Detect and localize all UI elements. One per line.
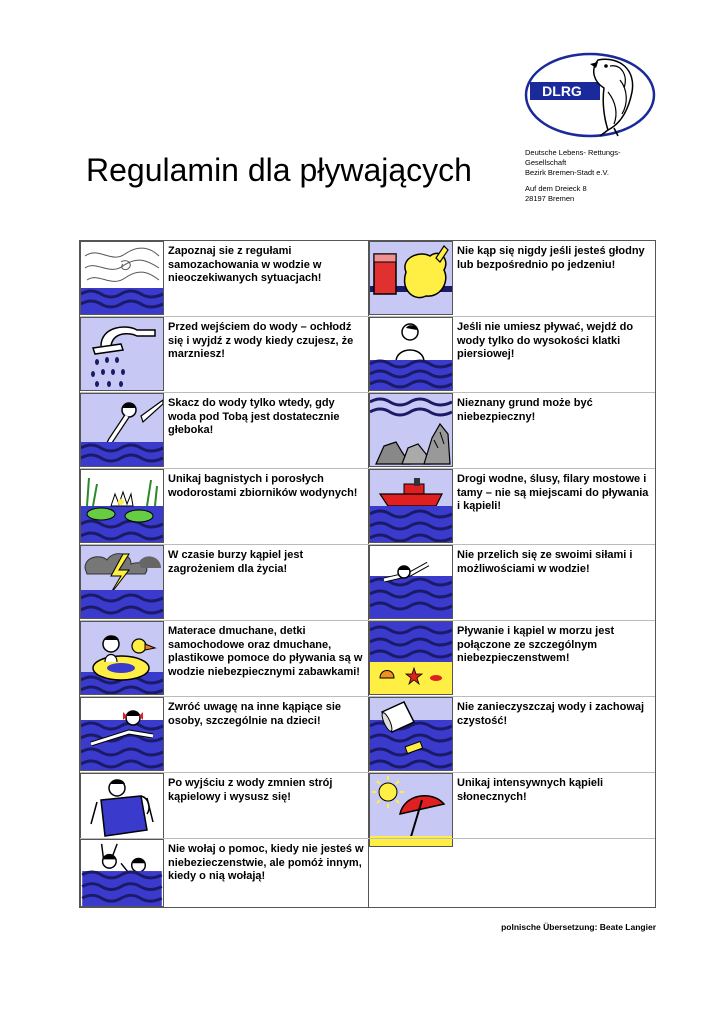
rule-text: Po wyjściu z wody zmnien strój kąpielowy i wysusz się! bbox=[168, 777, 333, 803]
rule-card bbox=[80, 317, 368, 391]
rule-card bbox=[80, 241, 368, 315]
shower-icon bbox=[80, 317, 164, 391]
rule-text: W czasie burzy kąpiel jest zagrożeniem dla życia! bbox=[168, 549, 304, 575]
address-line: Auf dem Dreieck 8 bbox=[525, 184, 587, 193]
rule-card bbox=[369, 773, 657, 847]
swirl-waves-icon bbox=[80, 241, 164, 315]
rule-card bbox=[369, 545, 657, 619]
dlrg-logo bbox=[524, 52, 656, 138]
translation-credit: polnische Übersetzung: Beate Langier bbox=[501, 922, 656, 932]
address-line: 28197 Bremen bbox=[525, 194, 575, 203]
rule-text: Pływanie i kąpiel w morzu jest połączone ze szczególnym niebezpieczenstwem! bbox=[457, 625, 615, 664]
child-swimming-icon bbox=[80, 697, 164, 771]
org-line: Bezirk Bremen-Stadt e.V. bbox=[525, 168, 609, 177]
page-title: Regulamin dla pływających bbox=[86, 152, 472, 188]
storm-lightning-icon bbox=[80, 545, 164, 619]
rule-card bbox=[80, 773, 368, 847]
rule-text: Skacz do wody tylko wtedy, gdy woda pod Tobą jest dostatecznie głeboka! bbox=[168, 397, 340, 436]
rule-text: Nie przelich się ze swoimi siłami i możliwościami w wodzie! bbox=[457, 549, 633, 575]
rule-text: Zwróć uwagę na inne kąpiące sie osoby, szczególnie na dzieci! bbox=[168, 701, 342, 727]
rule-text: Drogi wodne, ślusy, filary mostowe i tamy – nie są miejscami do pływania i kąpieli! bbox=[457, 473, 649, 512]
rule-card bbox=[369, 241, 657, 315]
organization-address bbox=[525, 148, 655, 204]
rule-card bbox=[80, 393, 368, 467]
rule-text: Unikaj intensywnych kąpieli słonecznych! bbox=[457, 777, 604, 803]
rule-text: Jeśli nie umiesz pływać, wejdź do wody tylko do wysokości klatki piersiowej! bbox=[457, 321, 634, 360]
duck-float-icon bbox=[80, 621, 164, 695]
rule-text: Unikaj bagnistych i porosłych wodorostami zbiorników wodynych! bbox=[168, 473, 358, 499]
water-lilies-icon bbox=[80, 469, 164, 543]
org-line: Gesellschaft bbox=[525, 158, 567, 167]
rule-card bbox=[80, 839, 368, 907]
rule-card bbox=[369, 621, 657, 695]
two-swimmers-icon bbox=[80, 839, 164, 907]
rule-card bbox=[80, 545, 368, 619]
diving-person-icon bbox=[80, 393, 164, 467]
sea-beach-icon bbox=[369, 621, 453, 695]
swimmer-icon bbox=[369, 545, 453, 619]
rule-card bbox=[80, 469, 368, 543]
towel-person-icon bbox=[80, 773, 164, 847]
org-line: Deutsche Lebens- Rettungs- bbox=[525, 148, 621, 157]
rule-text: Nie zanieczyszczaj wody i zachowaj czystość! bbox=[457, 701, 645, 727]
boat-icon bbox=[369, 469, 453, 543]
rule-card bbox=[80, 697, 368, 771]
rule-card bbox=[369, 393, 657, 467]
food-glass-icon bbox=[369, 241, 453, 315]
rule-text: Nieznany grund może być niebezpieczny! bbox=[457, 397, 593, 423]
sun-umbrella-icon bbox=[369, 773, 453, 847]
litter-in-water-icon bbox=[369, 697, 453, 771]
chest-deep-person-icon bbox=[369, 317, 453, 391]
logo-text: DLRG bbox=[542, 83, 582, 99]
rule-text: Nie wołaj o pomoc, kiedy nie jesteś w niebezieczenstwie, ale pomóż innym, kiedy o nią wołają! bbox=[168, 843, 364, 882]
rule-text: Przed wejściem do wody – ochłodź się i wyjdź z wody kiedy czujesz, że marzniesz! bbox=[168, 321, 354, 360]
underwater-rocks-icon bbox=[369, 393, 453, 467]
rule-text: Zapoznaj sie z regułami samozachowania w wodzie w nieoczekiwanych sytuacjach! bbox=[168, 245, 322, 284]
rule-card bbox=[369, 697, 657, 771]
rule-text: Materace dmuchane, detki samochodowe oraz dmuchane, plastikowe pomoce do pływania są w wodzie niebezpiecznymi zabawkami! bbox=[168, 625, 363, 678]
rule-text: Nie kąp się nigdy jeśli jesteś głodny lub bezpośrednio po jedzeniu! bbox=[457, 245, 645, 271]
rule-card bbox=[369, 317, 657, 391]
rule-card bbox=[80, 621, 368, 695]
rule-card bbox=[369, 469, 657, 543]
rules-grid bbox=[79, 240, 656, 908]
